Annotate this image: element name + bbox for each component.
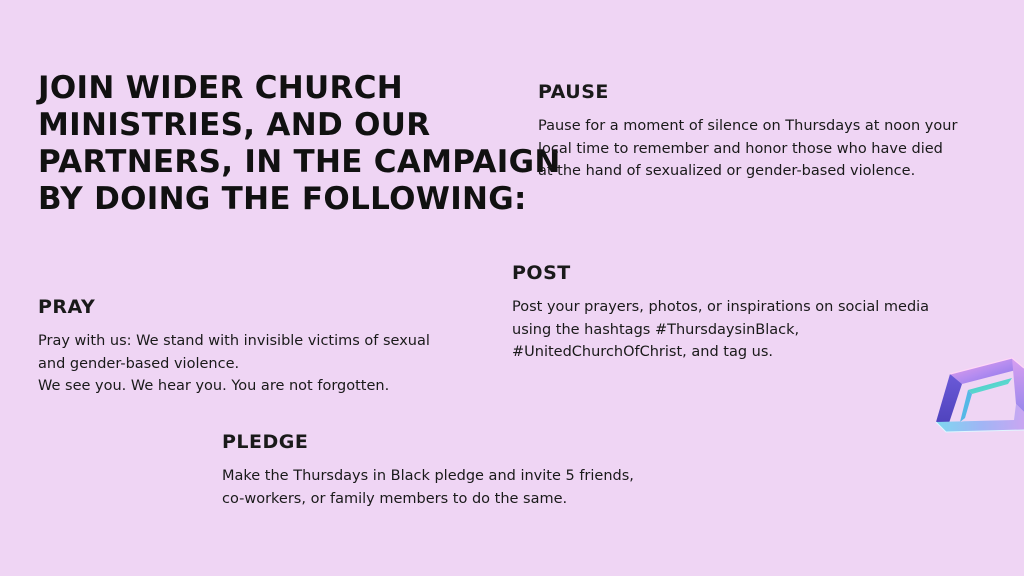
pause-text-line: Pause for a moment of silence on Thursdays at noon your bbox=[538, 118, 958, 134]
pause-section bbox=[538, 81, 1008, 183]
iridescent-frame-icon bbox=[932, 352, 1024, 444]
pledge-text-line: co-workers, or family members to do the same. bbox=[222, 490, 568, 507]
pray-text-line: and gender-based violence. bbox=[38, 355, 240, 372]
page-title bbox=[38, 70, 561, 218]
pause-text bbox=[538, 115, 1008, 183]
pray-text-line: We see you. We hear you. You are not forgotten. bbox=[38, 378, 390, 394]
pause-heading: PAUSE bbox=[538, 81, 609, 103]
post-text bbox=[512, 296, 1002, 364]
pray-text bbox=[38, 330, 478, 398]
pray-section bbox=[38, 296, 478, 398]
post-text-line: #UnitedChurchOfChrist, and tag us. bbox=[512, 344, 774, 360]
pause-text-line: at the hand of sexualized or gender-based violence. bbox=[538, 163, 916, 179]
pledge-text-line: Make the Thursdays in Black pledge and invite 5 friends, bbox=[222, 468, 634, 484]
pray-heading: PRAY bbox=[38, 296, 96, 318]
post-text-line: Post your prayers, photos, or inspirations on social media bbox=[512, 299, 930, 315]
post-text-line: using the hashtags #ThursdaysinBlack, bbox=[512, 321, 800, 338]
headline-line: PARTNERS, IN THE CAMPAIGN bbox=[38, 144, 561, 180]
headline-line: JOIN WIDER CHURCH bbox=[38, 70, 403, 106]
pledge-section bbox=[222, 431, 682, 510]
pause-text-line: local time to remember and honor those who have died bbox=[538, 140, 943, 157]
headline-line: MINISTRIES, AND OUR bbox=[38, 107, 431, 143]
pledge-text bbox=[222, 465, 682, 510]
headline-line: BY DOING THE FOLLOWING: bbox=[38, 181, 527, 217]
post-section bbox=[512, 262, 1002, 364]
pledge-heading: PLEDGE bbox=[222, 431, 309, 453]
pray-text-line: Pray with us: We stand with invisible victims of sexual bbox=[38, 333, 430, 349]
post-heading: POST bbox=[512, 262, 571, 284]
